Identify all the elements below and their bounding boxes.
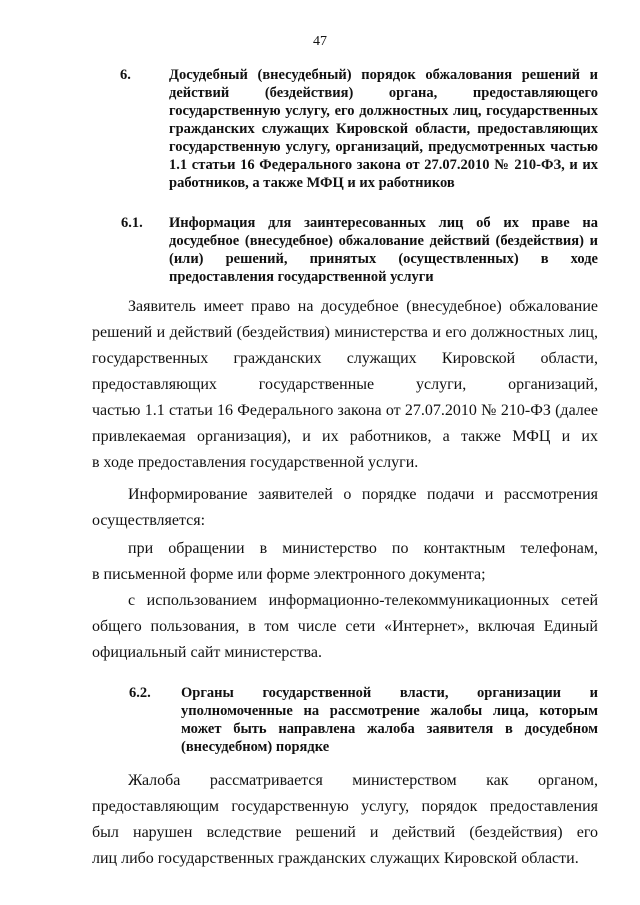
section-title: Органы государственной власти, организации и уполномоченные на рассмотрение жалобы лица, которым может быть направлена жалоба заявителя в досудебном (внесудебном) порядке (181, 685, 598, 755)
text-line: в письменной форме или форме электронного документа; (92, 566, 486, 583)
text-line: в ходе предоставления государственной услуги. (92, 454, 419, 471)
text-line: Жалоба рассматривается министерством как органом, (128, 772, 598, 789)
text-line: осуществляется: (92, 512, 206, 529)
section-title: Информация для заинтересованных лиц об их праве на досудебное (внесудебное) обжалование действий (бездействия) и (или) решений, принятых (осуществленных) в ходе предоставления государственной услуги (169, 215, 598, 285)
text-line: официальный сайт министерства. (92, 644, 322, 661)
text-line: привлекаемая организация), и их работников, а также МФЦ и их (92, 428, 598, 445)
text-line: предоставляющих государственные услуги, организаций, (92, 376, 598, 393)
text-line: общего пользования, в том числе сети «Интернет», включая Единый (92, 618, 598, 635)
paragraph-phone-contact (92, 536, 598, 588)
paragraph-appeal-rights (92, 294, 598, 476)
text-line: Информирование заявителей о порядке подачи и рассмотрения (128, 486, 598, 503)
paragraph-informing (92, 482, 598, 534)
text-line: государственных гражданских служащих Кировской области, (92, 350, 598, 367)
text-line: был нарушен вследствие решений и действий (бездействия) его (92, 824, 598, 841)
page-number: 47 (313, 34, 327, 49)
text-line: с использованием информационно-телекоммуникационных сетей (128, 592, 598, 609)
paragraph-complaint-review (92, 768, 598, 872)
text-line: Заявитель имеет право на досудебное (внесудебное) обжалование (128, 298, 598, 315)
text-line: решений и действий (бездействия) министерства и его должностных лиц, (92, 324, 598, 341)
text-line: частью 1.1 статьи 16 Федерального закона от 27.07.2010 № 210-ФЗ (далее (92, 402, 598, 419)
text-line: при обращении в министерство по контактным телефонам, (128, 540, 598, 557)
section-number: 6.2. (129, 685, 151, 701)
section-title: Досудебный (внесудебный) порядок обжалования решений и действий (бездействия) органа, предоставляющего государственную услугу, его должностных лиц, государственных гражданских служащих Кировской области, предоставляющих государственную услугу, организаций, предусмотренных частью 1.1 статьи 16 Федерального закона от 27.07.2010 № 210-ФЗ, и их работников, а также МФЦ и их работников (169, 67, 598, 191)
section-6-heading (120, 66, 598, 192)
text-line: предоставляющим государственную услугу, порядок предоставления (92, 798, 598, 815)
text-line: лиц либо государственных гражданских служащих Кировской области. (92, 850, 579, 867)
section-6-2-heading (129, 684, 598, 756)
paragraph-internet (92, 588, 598, 666)
section-number: 6.1. (121, 215, 143, 231)
section-6-1-heading (121, 214, 598, 286)
section-number: 6. (120, 67, 131, 83)
